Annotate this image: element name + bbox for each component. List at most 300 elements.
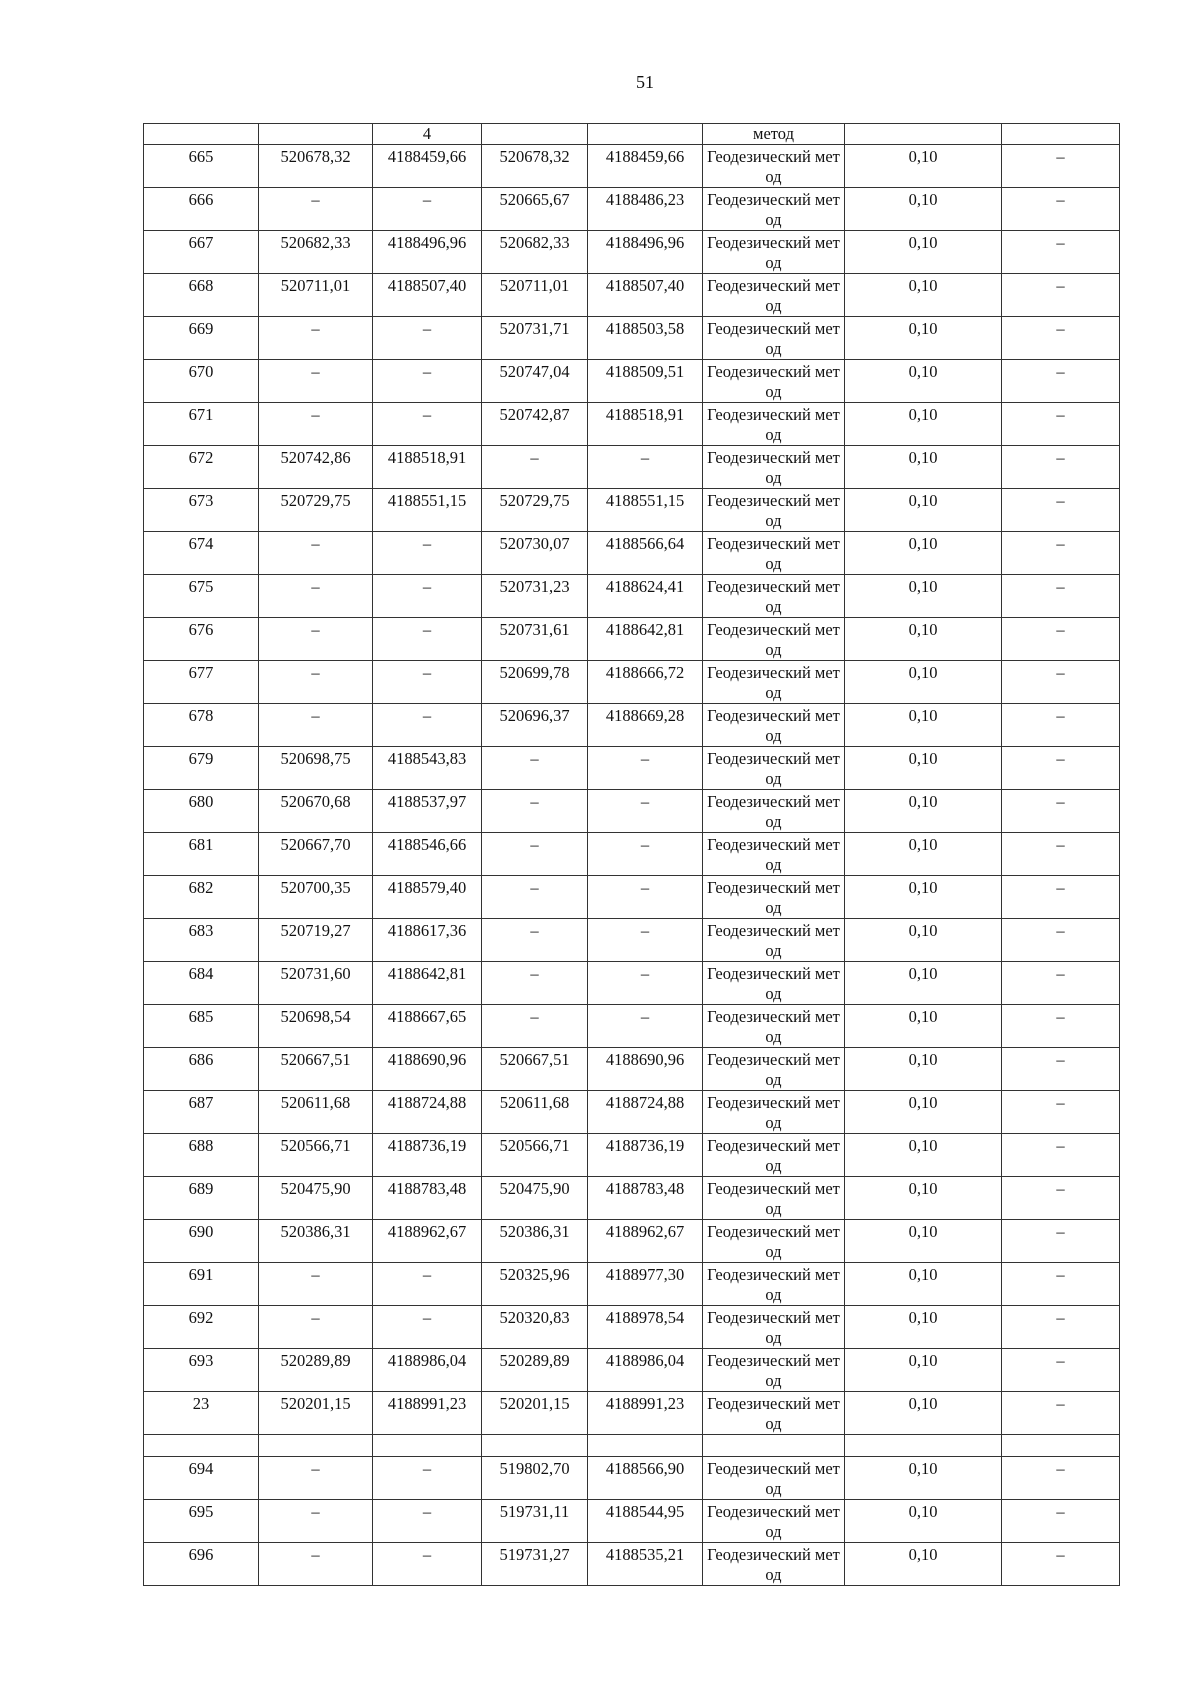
table-cell: 520682,33 — [482, 231, 588, 274]
table-cell: – — [588, 790, 703, 833]
table-cell: 520742,87 — [482, 403, 588, 446]
table-cell: Геодезический метод — [703, 274, 845, 317]
table-cell: – — [259, 317, 373, 360]
table-cell: 520719,27 — [259, 919, 373, 962]
table-cell: – — [259, 704, 373, 747]
table-cell: 0,10 — [845, 532, 1002, 575]
table-cell: 0,10 — [845, 274, 1002, 317]
table-cell: 4188736,19 — [373, 1134, 482, 1177]
table-cell: – — [482, 446, 588, 489]
coordinates-table — [143, 123, 1120, 1586]
table-row — [144, 1048, 1120, 1091]
table-cell: – — [1002, 403, 1120, 446]
table-row — [144, 489, 1120, 532]
table-cell: 0,10 — [845, 188, 1002, 231]
table-row — [144, 790, 1120, 833]
table-cell: – — [1002, 1457, 1120, 1500]
table-cell — [144, 124, 259, 145]
table-row — [144, 1134, 1120, 1177]
table-cell: 0,10 — [845, 1177, 1002, 1220]
table-cell: 4188496,96 — [373, 231, 482, 274]
table-cell: – — [1002, 231, 1120, 274]
table-cell: 4188783,48 — [373, 1177, 482, 1220]
table-cell: – — [1002, 1349, 1120, 1392]
table-cell: 4188496,96 — [588, 231, 703, 274]
table-cell: 686 — [144, 1048, 259, 1091]
table-row — [144, 704, 1120, 747]
table-cell: – — [259, 575, 373, 618]
table-cell: 0,10 — [845, 1005, 1002, 1048]
table-cell: 4188566,90 — [588, 1457, 703, 1500]
table-cell: 692 — [144, 1306, 259, 1349]
table-cell: – — [259, 1543, 373, 1586]
table-cell: 520325,96 — [482, 1263, 588, 1306]
table-cell: – — [373, 403, 482, 446]
table-cell: 0,10 — [845, 661, 1002, 704]
table-cell: 693 — [144, 1349, 259, 1392]
table-cell: – — [373, 618, 482, 661]
table-cell: 520678,32 — [482, 145, 588, 188]
table-cell: 4188518,91 — [373, 446, 482, 489]
table-cell: Геодезический метод — [703, 1263, 845, 1306]
table-cell: 520731,61 — [482, 618, 588, 661]
table-cell: 520386,31 — [482, 1220, 588, 1263]
table-cell: 4188624,41 — [588, 575, 703, 618]
table-cell: 671 — [144, 403, 259, 446]
table-cell: – — [259, 403, 373, 446]
table-cell: 520611,68 — [482, 1091, 588, 1134]
page-number: 51 — [636, 72, 654, 92]
table-row — [144, 188, 1120, 231]
table-cell: 678 — [144, 704, 259, 747]
table-cell: 4188509,51 — [588, 360, 703, 403]
table-cell: – — [1002, 876, 1120, 919]
table-cell: – — [1002, 833, 1120, 876]
table-cell — [703, 1435, 845, 1457]
table-cell: 0,10 — [845, 1543, 1002, 1586]
table-cell: 519731,11 — [482, 1500, 588, 1543]
table-cell: – — [1002, 1134, 1120, 1177]
table-cell: Геодезический метод — [703, 661, 845, 704]
continuation-row — [144, 124, 1120, 145]
table-cell: 0,10 — [845, 962, 1002, 1005]
table-row — [144, 1177, 1120, 1220]
table-cell: 4188724,88 — [588, 1091, 703, 1134]
table-row — [144, 1005, 1120, 1048]
table-cell: – — [588, 747, 703, 790]
table-cell: 4188991,23 — [373, 1392, 482, 1435]
table-cell: – — [588, 446, 703, 489]
table-cell — [1002, 1435, 1120, 1457]
table-cell: 0,10 — [845, 919, 1002, 962]
table-cell: 4188666,72 — [588, 661, 703, 704]
table-cell: 0,10 — [845, 575, 1002, 618]
table-cell: 0,10 — [845, 1457, 1002, 1500]
table-cell: – — [1002, 1091, 1120, 1134]
table-cell: – — [259, 1457, 373, 1500]
table-cell — [1002, 124, 1120, 145]
table-cell: 4188724,88 — [373, 1091, 482, 1134]
table-cell: 672 — [144, 446, 259, 489]
table-cell: 520320,83 — [482, 1306, 588, 1349]
table-cell: 687 — [144, 1091, 259, 1134]
table-cell: Геодезический метод — [703, 1543, 845, 1586]
table-cell: 4188537,97 — [373, 790, 482, 833]
table-cell: – — [1002, 1220, 1120, 1263]
table-cell: – — [373, 532, 482, 575]
table-cell: Геодезический метод — [703, 1306, 845, 1349]
table-cell: – — [373, 317, 482, 360]
table-row — [144, 532, 1120, 575]
table-cell: – — [373, 575, 482, 618]
table-cell: – — [259, 1263, 373, 1306]
table-cell: 4188690,96 — [373, 1048, 482, 1091]
table-cell: 520698,54 — [259, 1005, 373, 1048]
table-cell: 681 — [144, 833, 259, 876]
table-row — [144, 618, 1120, 661]
table-cell: – — [482, 876, 588, 919]
table-cell: 520611,68 — [259, 1091, 373, 1134]
table-cell: Геодезический метод — [703, 833, 845, 876]
table-row — [144, 1500, 1120, 1543]
table-cell: 676 — [144, 618, 259, 661]
table-cell: 669 — [144, 317, 259, 360]
table-cell: – — [1002, 1543, 1120, 1586]
table-cell: Геодезический метод — [703, 317, 845, 360]
table-cell: Геодезический метод — [703, 790, 845, 833]
table-cell: Геодезический метод — [703, 962, 845, 1005]
table-cell: 4188546,66 — [373, 833, 482, 876]
table-cell: 0,10 — [845, 1500, 1002, 1543]
table-cell: 0,10 — [845, 1091, 1002, 1134]
table-cell: 520667,70 — [259, 833, 373, 876]
table-cell: Геодезический метод — [703, 360, 845, 403]
table-cell: 0,10 — [845, 403, 1002, 446]
table-cell: – — [1002, 618, 1120, 661]
table-cell: – — [1002, 446, 1120, 489]
table-cell: – — [1002, 704, 1120, 747]
table-cell: 0,10 — [845, 1263, 1002, 1306]
table-row — [144, 1263, 1120, 1306]
table-row — [144, 1091, 1120, 1134]
table-cell: 4188667,65 — [373, 1005, 482, 1048]
table-cell: 519802,70 — [482, 1457, 588, 1500]
table-cell — [588, 1435, 703, 1457]
table-cell: 666 — [144, 188, 259, 231]
table-cell: 0,10 — [845, 231, 1002, 274]
table-cell: 520566,71 — [482, 1134, 588, 1177]
table-cell: 520682,33 — [259, 231, 373, 274]
table-cell: 0,10 — [845, 1306, 1002, 1349]
table-cell: 677 — [144, 661, 259, 704]
table-cell: 0,10 — [845, 1392, 1002, 1435]
table-cell: – — [482, 919, 588, 962]
table-cell: – — [1002, 575, 1120, 618]
table-cell: 4188642,81 — [588, 618, 703, 661]
blank-separator-row — [144, 1435, 1120, 1457]
table-row — [144, 231, 1120, 274]
table-cell: – — [1002, 274, 1120, 317]
table-cell: 520475,90 — [482, 1177, 588, 1220]
table-cell: 4188544,95 — [588, 1500, 703, 1543]
table-cell: – — [482, 833, 588, 876]
table-cell: 667 — [144, 231, 259, 274]
table-cell: 4188736,19 — [588, 1134, 703, 1177]
table-cell: 694 — [144, 1457, 259, 1500]
table-cell: 4188978,54 — [588, 1306, 703, 1349]
table-cell: 520201,15 — [259, 1392, 373, 1435]
table-cell: Геодезический метод — [703, 876, 845, 919]
table-cell: 679 — [144, 747, 259, 790]
table-cell: 520731,71 — [482, 317, 588, 360]
table-cell — [144, 1435, 259, 1457]
table-cell: – — [1002, 1048, 1120, 1091]
table-cell: 520747,04 — [482, 360, 588, 403]
table-cell: 4188962,67 — [588, 1220, 703, 1263]
table-cell: Геодезический метод — [703, 618, 845, 661]
table-cell: – — [1002, 145, 1120, 188]
table-cell: – — [588, 919, 703, 962]
table-cell: 4188459,66 — [373, 145, 482, 188]
table-cell: Геодезический метод — [703, 1349, 845, 1392]
table-cell: 4 — [373, 124, 482, 145]
table-cell: 4188459,66 — [588, 145, 703, 188]
table-cell: 520729,75 — [482, 489, 588, 532]
table-cell: Геодезический метод — [703, 1048, 845, 1091]
table-cell: – — [1002, 1500, 1120, 1543]
table-cell: 0,10 — [845, 876, 1002, 919]
table-cell: 4188991,23 — [588, 1392, 703, 1435]
table-cell: 4188486,23 — [588, 188, 703, 231]
table-cell: 4188566,64 — [588, 532, 703, 575]
table-cell: 0,10 — [845, 833, 1002, 876]
table-cell: 4188617,36 — [373, 919, 482, 962]
table-cell: 0,10 — [845, 446, 1002, 489]
table-cell: 0,10 — [845, 360, 1002, 403]
table-cell: – — [259, 618, 373, 661]
table-cell — [373, 1435, 482, 1457]
table-cell: 4188986,04 — [588, 1349, 703, 1392]
table-cell: 684 — [144, 962, 259, 1005]
table-cell: – — [259, 1306, 373, 1349]
table-cell: 4188507,40 — [588, 274, 703, 317]
table-row — [144, 833, 1120, 876]
table-cell: 4188535,21 — [588, 1543, 703, 1586]
table-cell: Геодезический метод — [703, 145, 845, 188]
table-cell: Геодезический метод — [703, 1005, 845, 1048]
table-cell: Геодезический метод — [703, 188, 845, 231]
table-cell: – — [588, 1005, 703, 1048]
table-cell: 23 — [144, 1392, 259, 1435]
table-cell: 0,10 — [845, 747, 1002, 790]
table-cell: 520475,90 — [259, 1177, 373, 1220]
table-cell: 668 — [144, 274, 259, 317]
table-cell: – — [482, 962, 588, 1005]
table-cell: 520731,23 — [482, 575, 588, 618]
table-cell: метод — [703, 124, 845, 145]
table-cell: 520731,60 — [259, 962, 373, 1005]
table-cell: 0,10 — [845, 1220, 1002, 1263]
table-cell: 0,10 — [845, 1048, 1002, 1091]
table-cell: 674 — [144, 532, 259, 575]
table-cell: 520699,78 — [482, 661, 588, 704]
table-cell: – — [482, 790, 588, 833]
table-cell: Геодезический метод — [703, 1500, 845, 1543]
table-cell — [845, 1435, 1002, 1457]
table-cell: – — [259, 532, 373, 575]
table-cell: – — [1002, 188, 1120, 231]
table-cell: – — [1002, 360, 1120, 403]
table-row — [144, 575, 1120, 618]
table-cell: Геодезический метод — [703, 1457, 845, 1500]
table-cell: – — [482, 1005, 588, 1048]
table-row — [144, 274, 1120, 317]
table-cell: 0,10 — [845, 1349, 1002, 1392]
table-cell: – — [1002, 919, 1120, 962]
table-cell: 520711,01 — [259, 274, 373, 317]
table-cell: – — [259, 1500, 373, 1543]
table-row — [144, 1457, 1120, 1500]
table-cell: – — [373, 1306, 482, 1349]
table-cell: 683 — [144, 919, 259, 962]
table-cell: 520730,07 — [482, 532, 588, 575]
table-cell: 691 — [144, 1263, 259, 1306]
table-row — [144, 1306, 1120, 1349]
table-cell: 682 — [144, 876, 259, 919]
table-cell — [259, 1435, 373, 1457]
table-row — [144, 1220, 1120, 1263]
table-cell: 0,10 — [845, 704, 1002, 747]
table-cell: – — [588, 876, 703, 919]
table-cell: – — [1002, 1177, 1120, 1220]
table-cell: Геодезический метод — [703, 1134, 845, 1177]
table-cell: 4188977,30 — [588, 1263, 703, 1306]
table-cell: – — [259, 188, 373, 231]
table-cell: 4188962,67 — [373, 1220, 482, 1263]
table-cell: 4188551,15 — [588, 489, 703, 532]
table-cell: Геодезический метод — [703, 446, 845, 489]
table-cell: Геодезический метод — [703, 919, 845, 962]
table-cell: – — [1002, 489, 1120, 532]
table-cell: 4188669,28 — [588, 704, 703, 747]
table-cell: 0,10 — [845, 317, 1002, 360]
table-cell: 670 — [144, 360, 259, 403]
table-cell: Геодезический метод — [703, 231, 845, 274]
table-cell: Геодезический метод — [703, 575, 845, 618]
table-cell — [845, 124, 1002, 145]
table-cell: 519731,27 — [482, 1543, 588, 1586]
table-cell: Геодезический метод — [703, 1392, 845, 1435]
table-cell: – — [373, 1500, 482, 1543]
table-cell: Геодезический метод — [703, 704, 845, 747]
table-cell: 520698,75 — [259, 747, 373, 790]
table-cell: 4188551,15 — [373, 489, 482, 532]
table-cell: – — [373, 360, 482, 403]
table-row — [144, 317, 1120, 360]
table-cell — [588, 124, 703, 145]
table-row — [144, 1349, 1120, 1392]
table-cell: 689 — [144, 1177, 259, 1220]
table-cell: 4188518,91 — [588, 403, 703, 446]
table-cell: – — [588, 962, 703, 1005]
table-cell: – — [1002, 1392, 1120, 1435]
table-cell: Геодезический метод — [703, 1091, 845, 1134]
table-cell: 520700,35 — [259, 876, 373, 919]
table-row — [144, 919, 1120, 962]
table-cell: 690 — [144, 1220, 259, 1263]
table-cell: 520711,01 — [482, 274, 588, 317]
table-cell: 0,10 — [845, 489, 1002, 532]
table-row — [144, 1543, 1120, 1586]
table-cell: – — [373, 1543, 482, 1586]
table-body — [144, 124, 1120, 1586]
table-cell: 520667,51 — [259, 1048, 373, 1091]
table-cell: – — [1002, 532, 1120, 575]
table-cell: – — [373, 1457, 482, 1500]
table-cell: Геодезический метод — [703, 1220, 845, 1263]
table-cell: Геодезический метод — [703, 403, 845, 446]
table-cell: – — [1002, 1005, 1120, 1048]
table-cell: – — [373, 188, 482, 231]
table-cell: Геодезический метод — [703, 532, 845, 575]
table-cell: – — [588, 833, 703, 876]
table-cell: 0,10 — [845, 618, 1002, 661]
table-cell: – — [1002, 790, 1120, 833]
table-row — [144, 661, 1120, 704]
table-cell: 0,10 — [845, 790, 1002, 833]
table-cell: – — [1002, 747, 1120, 790]
table-cell: 520289,89 — [482, 1349, 588, 1392]
table-cell: 520670,68 — [259, 790, 373, 833]
table-cell: 520665,67 — [482, 188, 588, 231]
table-row — [144, 876, 1120, 919]
table-cell: 4188579,40 — [373, 876, 482, 919]
table-cell: 4188642,81 — [373, 962, 482, 1005]
table-cell — [482, 124, 588, 145]
table-cell: 688 — [144, 1134, 259, 1177]
table-row — [144, 145, 1120, 188]
table-cell: 520667,51 — [482, 1048, 588, 1091]
table-cell: 680 — [144, 790, 259, 833]
table-cell: Геодезический метод — [703, 489, 845, 532]
table-cell — [259, 124, 373, 145]
table-cell: – — [1002, 1263, 1120, 1306]
table-cell: – — [1002, 661, 1120, 704]
table-cell: 0,10 — [845, 1134, 1002, 1177]
table-cell: 520742,86 — [259, 446, 373, 489]
table-row — [144, 360, 1120, 403]
table-cell: 4188507,40 — [373, 274, 482, 317]
table-row — [144, 962, 1120, 1005]
table-cell: 520696,37 — [482, 704, 588, 747]
table-cell: 520729,75 — [259, 489, 373, 532]
table-cell: Геодезический метод — [703, 747, 845, 790]
table-cell: – — [373, 1263, 482, 1306]
table-cell: – — [373, 704, 482, 747]
table-cell: – — [1002, 317, 1120, 360]
table-cell: 695 — [144, 1500, 259, 1543]
table-cell: 696 — [144, 1543, 259, 1586]
table-cell: 520201,15 — [482, 1392, 588, 1435]
table-cell: 520386,31 — [259, 1220, 373, 1263]
table-cell: Геодезический метод — [703, 1177, 845, 1220]
table-cell: 4188543,83 — [373, 747, 482, 790]
table-cell — [482, 1435, 588, 1457]
table-cell: 520678,32 — [259, 145, 373, 188]
table-cell: 4188503,58 — [588, 317, 703, 360]
table-cell: – — [1002, 962, 1120, 1005]
table-row — [144, 403, 1120, 446]
